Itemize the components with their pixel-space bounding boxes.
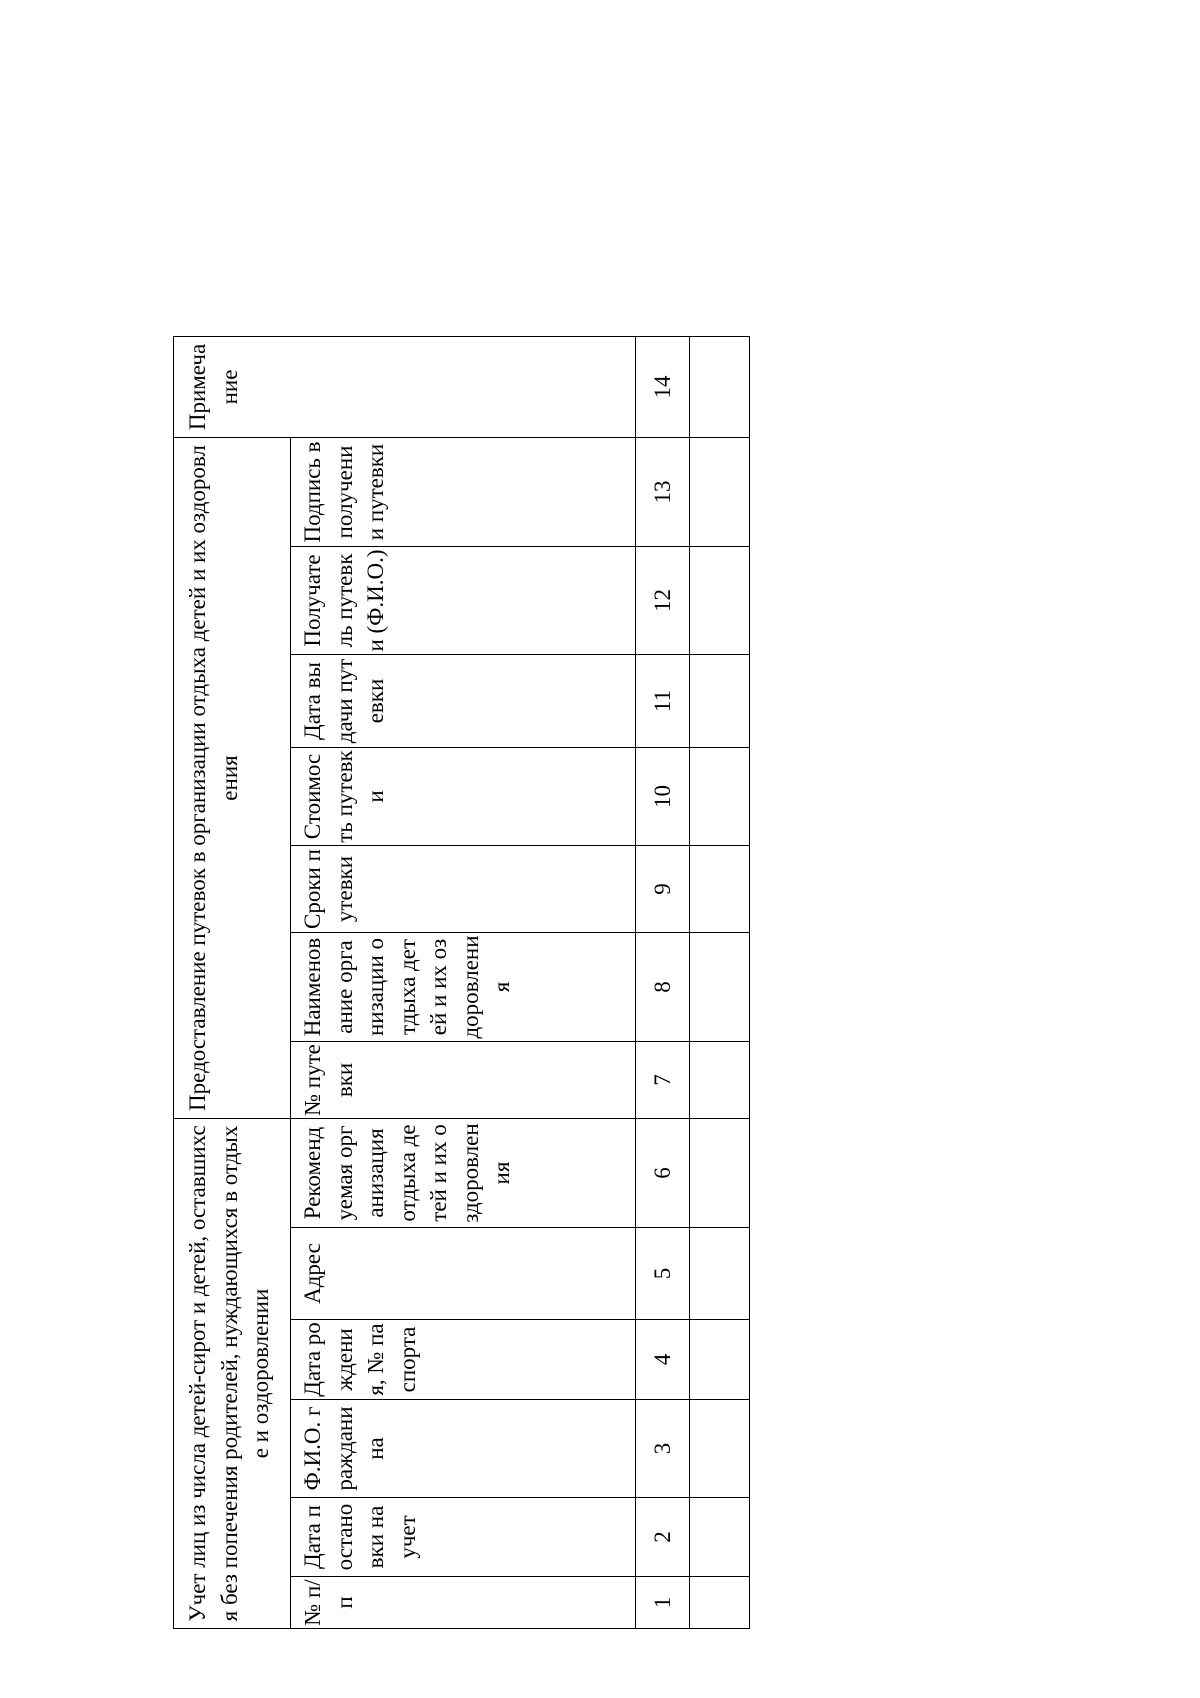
column-number: 6 — [636, 1119, 690, 1228]
column-number: 11 — [636, 655, 690, 748]
registry-table — [173, 336, 750, 1629]
blank-cell — [690, 336, 750, 437]
vouchers-group-header: Предоставление путевок в организации отдыха детей и их оздоровления — [174, 437, 291, 1118]
header-column-row — [291, 336, 636, 1628]
blank-cell — [690, 547, 750, 655]
column-header-birth-date-passport: Дата рождения, № паспорта — [291, 1320, 636, 1400]
column-number: 7 — [636, 1042, 690, 1119]
blank-entry-row — [690, 336, 750, 1628]
column-number: 3 — [636, 1400, 690, 1498]
column-header-recipient: Получатель путевки (Ф.И.О.) — [291, 547, 636, 655]
column-header-recommended-organization: Рекомендуемая организация отдыха детей и их оздоровления — [291, 1119, 636, 1228]
column-header-registration-date: Дата постановки на учет — [291, 1498, 636, 1577]
column-number: 5 — [636, 1228, 690, 1320]
column-header-organization-name: Наименование организации отдыха детей и их оздоровления — [291, 933, 636, 1042]
column-number-row — [636, 336, 690, 1628]
column-number: 12 — [636, 547, 690, 655]
column-number: 1 — [636, 1577, 690, 1629]
column-number: 2 — [636, 1498, 690, 1577]
column-number: 8 — [636, 933, 690, 1042]
column-header-voucher-number: № путевки — [291, 1042, 636, 1119]
blank-cell — [690, 846, 750, 933]
blank-cell — [690, 1119, 750, 1228]
column-header-address: Адрес — [291, 1228, 636, 1320]
blank-cell — [690, 1400, 750, 1498]
column-header-serial: № п/п — [291, 1577, 636, 1629]
column-header-signature: Подпись в получении путевки — [291, 437, 636, 546]
blank-cell — [690, 437, 750, 546]
header-group-row — [174, 336, 291, 1628]
blank-cell — [690, 933, 750, 1042]
blank-cell — [690, 748, 750, 846]
column-number: 14 — [636, 336, 690, 437]
column-number: 13 — [636, 437, 690, 546]
blank-cell — [690, 1228, 750, 1320]
rotated-registry-sheet — [173, 337, 749, 1629]
note-header: Примечание — [174, 336, 636, 437]
column-number: 10 — [636, 748, 690, 846]
column-header-voucher-dates: Сроки путевки — [291, 846, 636, 933]
column-number: 4 — [636, 1320, 690, 1400]
blank-cell — [690, 1577, 750, 1629]
blank-cell — [690, 1042, 750, 1119]
blank-cell — [690, 1498, 750, 1577]
column-number: 9 — [636, 846, 690, 933]
registry-group-header: Учет лиц из числа детей-сирот и детей, оставшихся без попечения родителей, нуждающихся в отдыхе и оздоровлении — [174, 1119, 291, 1629]
blank-cell — [690, 655, 750, 748]
blank-cell — [690, 1320, 750, 1400]
column-header-voucher-cost: Стоимость путевки — [291, 748, 636, 846]
column-header-full-name: Ф.И.О. гражданина — [291, 1400, 636, 1498]
column-header-issue-date: Дата выдачи путевки — [291, 655, 636, 748]
